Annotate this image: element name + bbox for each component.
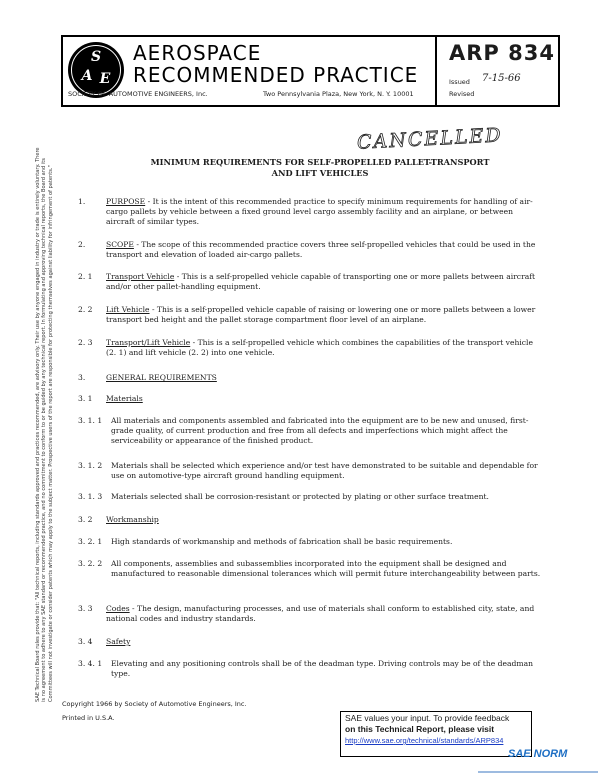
copyright-notice: Copyright 1966 by Society of Automotive Engineers, Inc. <box>62 700 247 708</box>
feedback-line-2: on this Technical Report, please visit <box>345 724 495 734</box>
logo-letter-a: A <box>81 68 93 84</box>
section-heading: Workmanship <box>106 515 159 524</box>
section-lift-vehicle <box>106 305 544 325</box>
section-number: 3. 4. 1 <box>78 659 103 668</box>
section-text: Materials selected shall be corrosion-resistant or protected by plating or other surface treatment. <box>111 492 489 501</box>
feedback-link[interactable]: http://www.sae.org/technical/standards/ARP834 <box>345 736 504 745</box>
brand-underline <box>478 771 598 773</box>
section-text: - This is a self-propelled vehicle capable of raising or lowering one or more pallets between a lower transport bed height and the pallet storage compartment floor level of an airplane. <box>106 305 536 325</box>
section-number: 3. 1. 1 <box>78 416 103 425</box>
section-transport-vehicle <box>106 272 544 292</box>
section-number: 3. 2 <box>78 515 93 524</box>
section-text: All materials and components assembled and fabricated into the equipment are to be new and unused, first-grade quality, of current production and free from all defects and imperfections which might affect the serviceability or appearance of the finished product. <box>111 416 529 446</box>
section-number: 3. 2. 2 <box>78 559 103 568</box>
section-heading: PURPOSE <box>106 197 146 206</box>
logo-letter-e: E <box>99 71 111 87</box>
section-number: 3. 2. 1 <box>78 537 103 546</box>
section-text: All components, assemblies and subassemblies incorporated into the equipment shall be designed and manufactured to reasonable dimensional tolerances which will permit future interchangeability between parts. <box>111 559 541 579</box>
section-transport-lift-vehicle <box>106 338 544 358</box>
header-divider <box>435 35 437 105</box>
section-heading: Transport Vehicle <box>106 272 175 281</box>
section-purpose <box>106 197 544 228</box>
doc-type-line2: RECOMMENDED PRACTICE <box>133 63 419 87</box>
printed-notice: Printed in U.S.A. <box>62 714 115 722</box>
section-codes <box>106 604 544 624</box>
section-scope <box>106 240 544 260</box>
section-number: 2. <box>78 240 86 249</box>
section-number: 3. 1. 3 <box>78 492 103 501</box>
section-text: - It is the intent of this recommended practice to specify minimum requirements for handling of air-cargo pallets by vehicle between a fixed ground level cargo assembly facility and an airplane, or between aircraft of similar types. <box>106 197 533 227</box>
doc-type-line1: AEROSPACE <box>133 41 262 65</box>
section-heading: Lift Vehicle <box>106 305 150 314</box>
issued-label: Issued <box>449 78 470 86</box>
section-text: Elevating and any positioning controls shall be of the deadman type. Driving controls may be of the deadman type. <box>111 659 533 679</box>
section-number: 3. 3 <box>78 604 93 613</box>
section-number: 1. <box>78 197 86 206</box>
document-number: ARP 834 <box>449 41 555 65</box>
section-number: 2. 2 <box>78 305 93 314</box>
logo-letter-s: S <box>90 49 102 65</box>
feedback-line-1: SAE values your input. To provide feedback <box>345 713 510 723</box>
document-title <box>110 157 530 179</box>
sae-norm-brand: SAE NORM <box>508 748 568 760</box>
section-heading: SCOPE <box>106 240 134 249</box>
section-number: 2. 1 <box>78 272 93 281</box>
section-number: 3. 4 <box>78 637 93 646</box>
section-text: Materials shall be selected which experience and/or test have demonstrated to be suitable and dependable for use on automotive-type aircraft ground handling equipment. <box>111 461 538 481</box>
title-line-2: AND LIFT VEHICLES <box>271 168 369 178</box>
section-heading: Transport/Lift Vehicle <box>106 338 191 347</box>
section-number: 3. 1. 2 <box>78 461 103 470</box>
cancelled-stamp: CANCELLED <box>356 124 504 154</box>
section-text: - The scope of this recommended practice covers three self-propelled vehicles that could be used in the transport and elevation of loaded air-cargo pallets. <box>106 240 536 260</box>
technical-board-disclaimer: SAE Technical Board rules provide that: "All technical reports, including standards approved and practices recommended, are advisory only. Their use by anyone engaged in industry or trade is entirely voluntary. There is no agreement to adhere to any SAE standard or recommended practice, and no commitment to conform to or be guided by any technical report. In formulating and approving technical reports, the Board and its Committees will not investigate or consider patents which may apply to the subject matter. Prospective users of the report are responsible for protecting themselves against liability for infringement of patents." <box>35 147 54 702</box>
issued-date: 7-15-66 <box>482 73 521 84</box>
section-text: High standards of workmanship and methods of fabrication shall be basic requirements. <box>111 537 453 546</box>
section-heading: Codes <box>106 604 130 613</box>
section-heading: GENERAL REQUIREMENTS <box>106 373 217 382</box>
section-number: 3. 1 <box>78 394 93 403</box>
section-number: 3. <box>78 373 86 382</box>
society-address: Two Pennsylvania Plaza, New York, N. Y. 10001 <box>263 90 414 98</box>
section-text: - This is a self-propelled vehicle capable of transporting one or more pallets between aircraft and/or other pallet-handling equipment. <box>106 272 536 292</box>
revised-label: Revised <box>449 90 475 98</box>
title-line-1: MINIMUM REQUIREMENTS FOR SELF-PROPELLED PALLET-TRANSPORT <box>150 157 490 167</box>
section-heading: Safety <box>106 637 131 646</box>
section-text: - The design, manufacturing processes, and use of materials shall conform to established city, state, and national codes and industry standards. <box>106 604 535 624</box>
section-number: 2. 3 <box>78 338 93 347</box>
section-text: - This is a self-propelled vehicle which combines the capabilities of the transport vehicle (2. 1) and lift vehicle (2. 2) into one vehicle. <box>106 338 533 358</box>
society-name: SOCIETY OF AUTOMOTIVE ENGINEERS, Inc. <box>68 90 208 98</box>
section-heading: Materials <box>106 394 143 403</box>
